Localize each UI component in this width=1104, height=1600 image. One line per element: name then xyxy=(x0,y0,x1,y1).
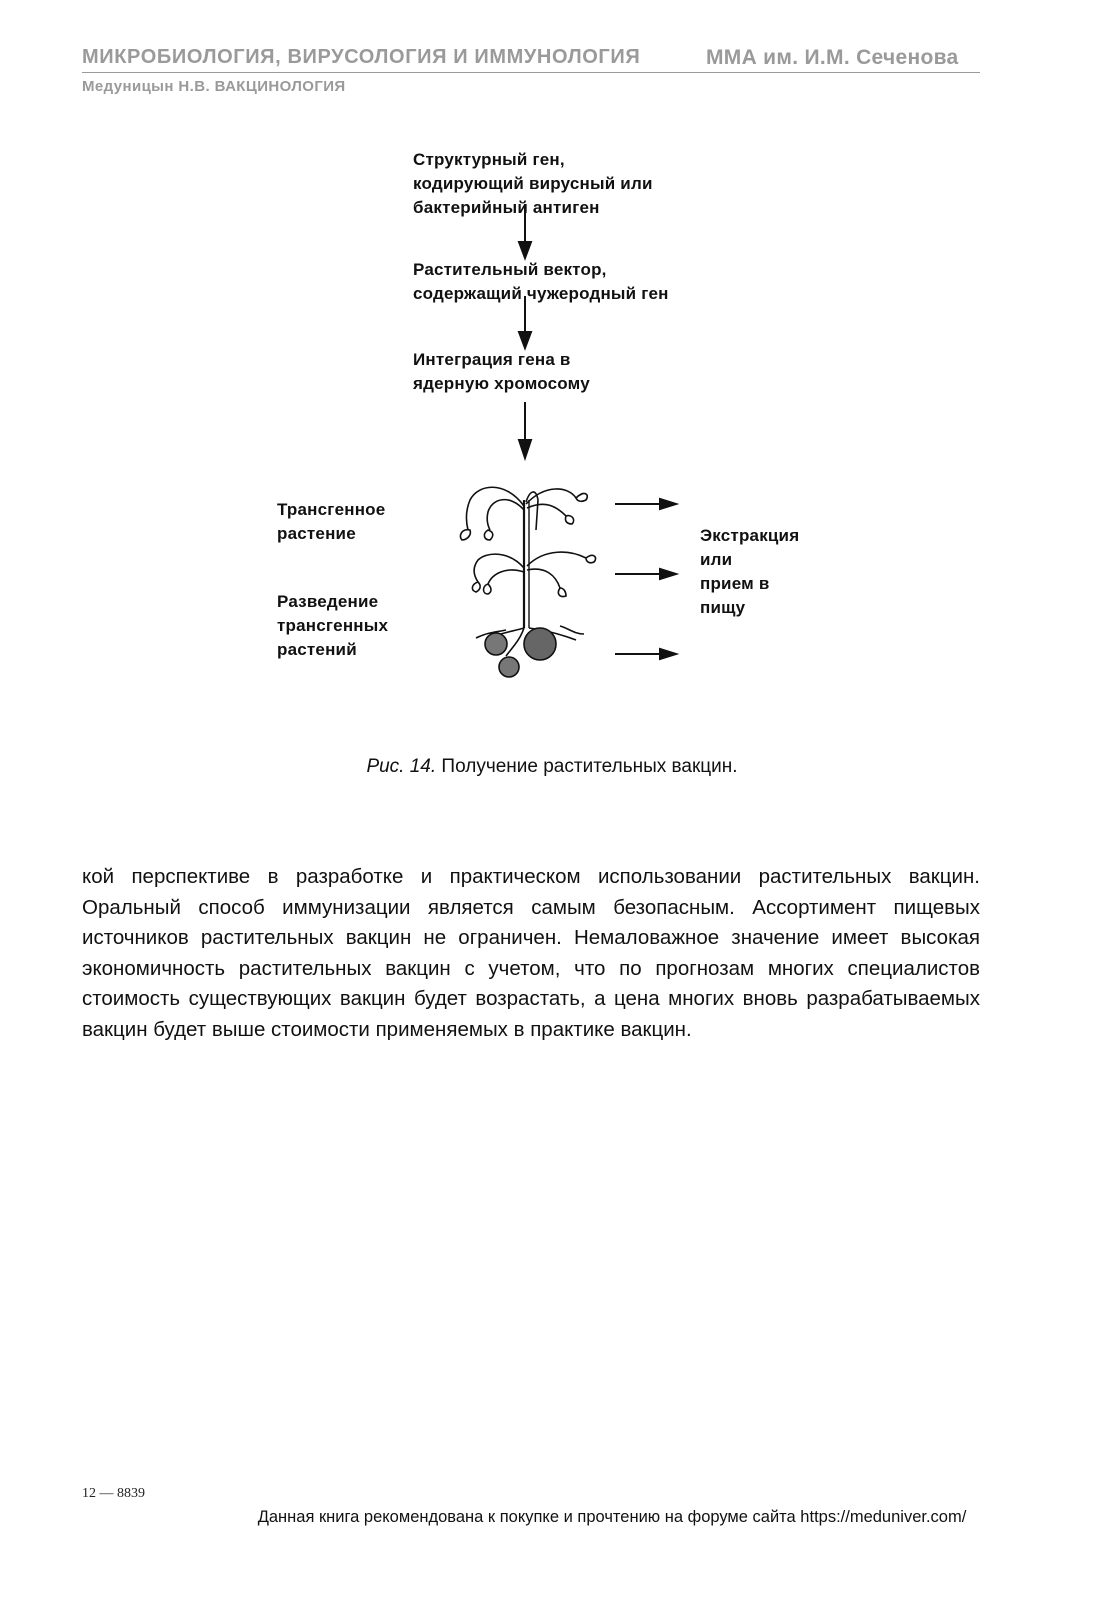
figure-number: Рис. 14. xyxy=(366,756,437,777)
header-institution: ММА им. И.М. Сеченова xyxy=(706,46,959,69)
header-subtitle: Медуницын Н.В. ВАКЦИНОЛОГИЯ xyxy=(82,78,346,95)
label-extraction: Экстракция или прием в пищу xyxy=(700,526,800,617)
body-paragraph: кой перспективе в разработке и практическом использовании растительных вакцин. Оральный способ иммунизации является самым безопасным. Ассортимент пищевых источников растительных вакцин не ограничен. Немаловажное значение имеет высокая экономичность растительных вакцин с учетом, что по прогнозам многих специалистов стоимость существующих вакцин будет возрастать, а цена многих вновь разрабатываемых вакцин будет выше стоимости применяемых в практике вакцин. xyxy=(82,865,980,1041)
side-arrowhead-1 xyxy=(660,499,676,509)
figure-caption-text: Получение растительных вакцин. xyxy=(436,756,738,777)
step-plant-vector: Растительный вектор, содержащий чужеродный ген xyxy=(413,260,669,303)
header-title: МИКРОБИОЛОГИЯ, ВИРУСОЛОГИЯ И ИММУНОЛОГИЯ xyxy=(82,46,641,68)
transgenic-plant-illustration xyxy=(460,487,595,656)
side-arrowhead-2 xyxy=(660,569,676,579)
flow-arrowhead-2 xyxy=(519,332,531,348)
flow-arrowhead-3 xyxy=(519,440,531,458)
step-structural-gene: Структурный ген, кодирующий вирусный или бактерийный антиген xyxy=(413,150,653,217)
label-transgenic-plant: Трансгенное растение xyxy=(277,500,386,543)
footer-note: Данная книга рекомендована к покупке и прочтению на форуме сайта https://meduniver.com/ xyxy=(257,1508,967,1526)
figure-caption xyxy=(0,756,1104,778)
page-signature: 12 — 8839 xyxy=(82,1486,145,1501)
flow-arrowhead-1 xyxy=(519,242,531,258)
side-arrowhead-3 xyxy=(660,649,676,659)
label-breeding: Разведение трансгенных растений xyxy=(277,592,389,659)
step-gene-integration: Интеграция гена в ядерную хромосому xyxy=(413,350,590,393)
